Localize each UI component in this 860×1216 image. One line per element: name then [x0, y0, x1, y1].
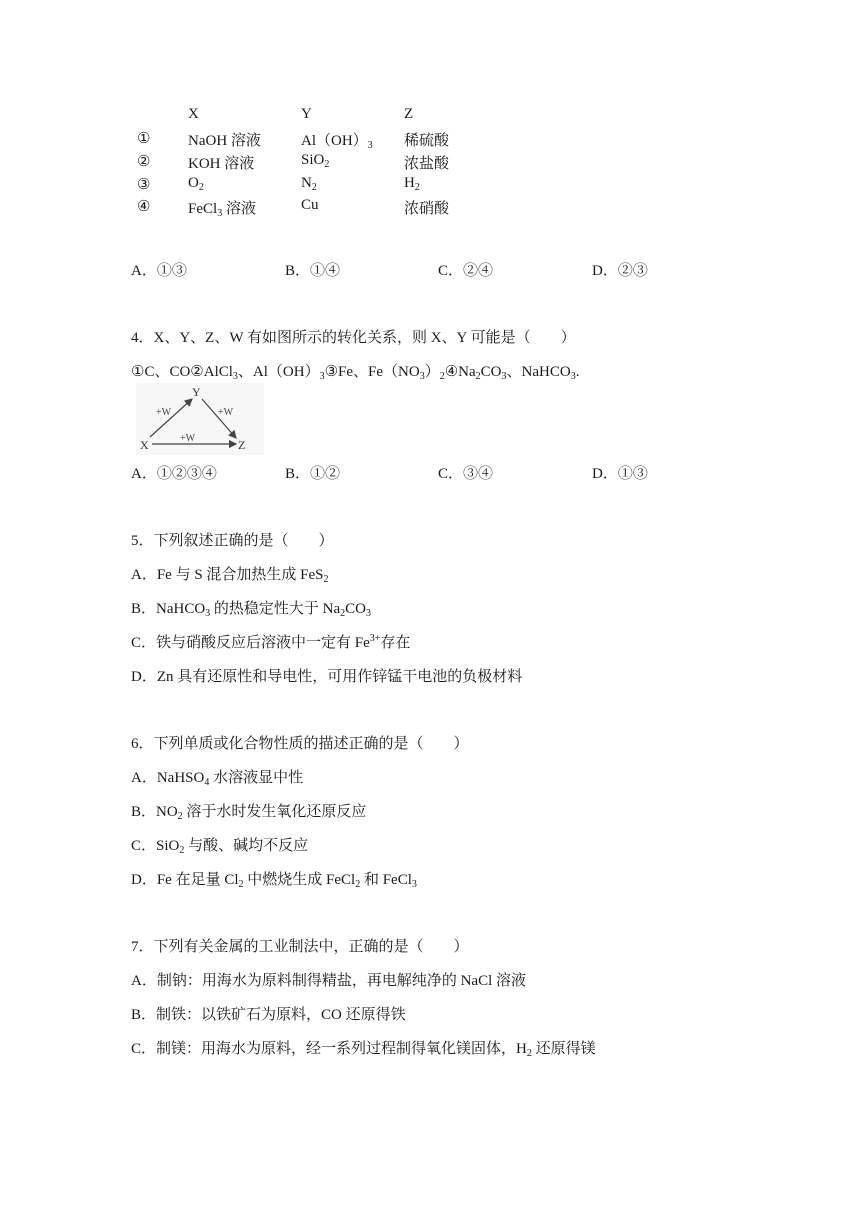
table-row [0, 152, 860, 174]
cell-z: $H_2$ [404, 175, 420, 193]
option-a[interactable]: A．①③ [131, 263, 187, 279]
header-z: Z [404, 106, 414, 122]
option-d[interactable]: D．①③ [592, 466, 648, 482]
table-row [0, 175, 860, 197]
q5-option-b[interactable]: B．NaHCO$_3$ 的热稳定性大于 $Na_2CO_3$ [131, 601, 372, 619]
q7-stem: 7．下列有关金属的工业制法中，正确的是（ ） [131, 939, 469, 955]
q6-option-d[interactable]: D．Fe 在足量 $Cl_2$ 中燃烧生成 FeCl$_2$ 和 FeCl$_3$ [131, 872, 417, 890]
node-y: Y [192, 385, 201, 399]
q5-option-d[interactable]: D．Zn 具有还原性和导电性，可用作锌锰干电池的负极材料 [131, 669, 523, 685]
q3-table-header [0, 106, 860, 128]
label-w-xz: +W [180, 433, 196, 444]
option-c[interactable]: C．③④ [438, 466, 494, 482]
q5-stem: 5．下列叙述正确的是（ ） [131, 533, 334, 549]
cell-x: $O_2$ [188, 175, 204, 193]
row-number: ④ [137, 199, 151, 215]
row-number: ① [137, 131, 151, 147]
cell-y: SiO$_2$ [301, 152, 330, 170]
cell-z: 浓硝酸 [404, 201, 450, 217]
q6-stem: 6．下列单质或化合物性质的描述正确的是（ ） [131, 736, 469, 752]
row-number: ③ [137, 177, 151, 193]
q4-candidates: ①C、CO②AlCl$_3$、$Al(OH)_3③Fe$、$Fe(NO_3)_2④Na_2CO_3$、NaHCO$_3$. [131, 364, 580, 382]
option-b[interactable]: B．①② [285, 466, 341, 482]
cell-y: $N_2$ [301, 175, 317, 193]
label-w-yz: +W [218, 407, 234, 418]
option-a[interactable]: A．①②③④ [131, 466, 217, 482]
q4-conversion-diagram [136, 383, 264, 455]
q7-option-a[interactable]: A．制钠：用海水为原料制得精盐，再电解纯净的 NaCl 溶液 [131, 973, 526, 989]
cell-z: 浓盐酸 [404, 156, 450, 172]
option-c[interactable]: C．②④ [438, 263, 494, 279]
header-y: Y [301, 106, 312, 122]
q6-option-c[interactable]: C．SiO$_2$ 与酸、碱均不反应 [131, 838, 309, 856]
q7-option-c[interactable]: C．制镁：用海水为原料，经一系列过程制得氧化镁固体，$H_2$ 还原得镁 [131, 1041, 596, 1059]
q7-option-b[interactable]: B．制铁：以铁矿石为原料，CO 还原得铁 [131, 1007, 406, 1023]
cell-x: NaOH 溶液 [188, 133, 261, 149]
table-row [0, 129, 860, 151]
cell-x: KOH 溶液 [188, 156, 255, 172]
q4-stem: 4．X、Y、Z、W 有如图所示的转化关系，则 X、Y 可能是（ ） [131, 330, 576, 346]
q6-option-b[interactable]: B．$NO_2$ 溶于水时发生氧化还原反应 [131, 804, 367, 822]
cell-y: $Al(OH)_3$ [301, 133, 373, 151]
label-w-xy: +W [156, 407, 172, 418]
option-b[interactable]: B．①④ [285, 263, 341, 279]
node-x: X [140, 438, 149, 452]
row-number: ② [137, 154, 151, 170]
table-row [0, 197, 860, 219]
node-z: Z [238, 438, 246, 452]
option-d[interactable]: D．②③ [592, 263, 648, 279]
q6-option-a[interactable]: A．NaHSO$_4$ 水溶液显中性 [131, 770, 304, 788]
header-x: X [188, 106, 199, 122]
cell-y: Cu [301, 197, 319, 213]
q5-option-c[interactable]: C．铁与硝酸反应后溶液中一定有 $Fe^{3+}$存在 [131, 633, 411, 651]
cell-x: FeCl$_3$ 溶液 [188, 201, 256, 219]
q5-option-a[interactable]: A．Fe 与 S 混合加热生成 FeS$_2$ [131, 567, 329, 585]
cell-z: 稀硫酸 [404, 133, 450, 149]
